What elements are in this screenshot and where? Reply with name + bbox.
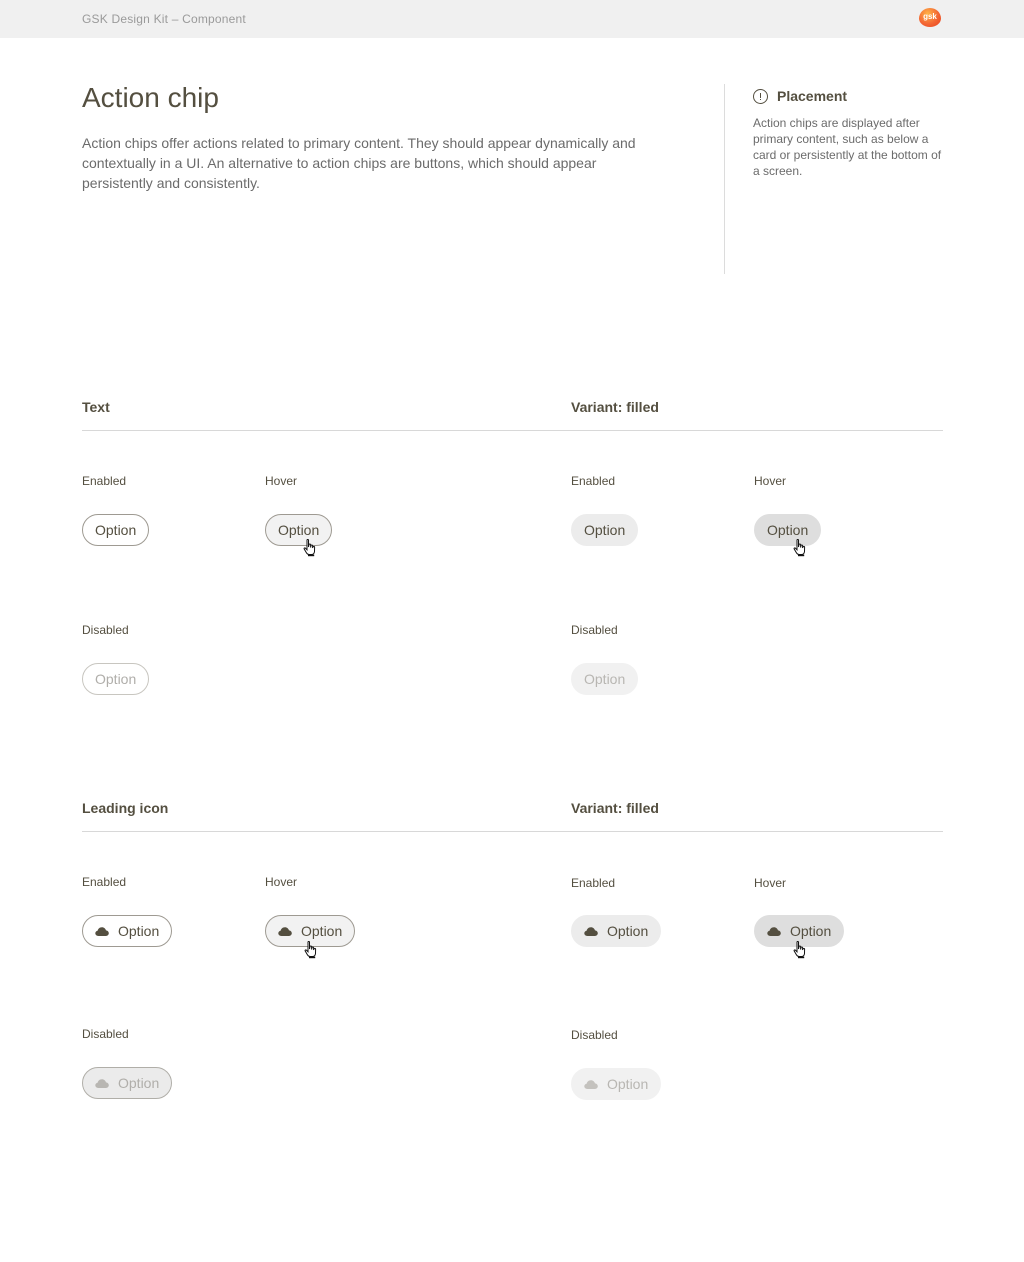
state-label-filled-enabled: Enabled	[571, 876, 616, 890]
section-rule	[82, 831, 943, 832]
breadcrumb: GSK Design Kit – Component	[82, 12, 246, 26]
chip-label: Option	[118, 923, 160, 939]
state-label-filled-disabled: Disabled	[571, 1028, 618, 1042]
chip-label: Option	[118, 1075, 160, 1091]
chip-label: Option	[584, 522, 626, 538]
chip-icon-filled-enabled[interactable]	[571, 915, 661, 947]
cloud-icon	[584, 1080, 598, 1089]
state-label-enabled: Enabled	[82, 474, 127, 488]
chip-icon-outlined-enabled[interactable]	[82, 915, 172, 947]
state-label-disabled: Disabled	[82, 623, 129, 637]
section-heading-text: Text	[82, 399, 110, 415]
cloud-icon	[95, 927, 109, 936]
info-circle-icon	[753, 89, 768, 104]
state-label-disabled: Disabled	[82, 1027, 129, 1041]
hand-cursor-icon	[793, 941, 807, 959]
chip-label: Option	[301, 923, 343, 939]
chip-outlined-disabled	[82, 663, 149, 695]
cloud-icon	[584, 927, 598, 936]
hand-cursor-icon	[304, 941, 318, 959]
chip-outlined-hover[interactable]	[265, 514, 332, 546]
section-heading-variant-filled: Variant: filled	[571, 399, 659, 415]
chip-label: Option	[584, 671, 626, 687]
chip-icon-outlined-disabled	[82, 1067, 172, 1099]
logo-text: gsk	[923, 12, 937, 21]
chip-icon-filled-disabled	[571, 1068, 661, 1100]
state-label-filled-enabled: Enabled	[571, 474, 616, 488]
chip-filled-disabled	[571, 663, 638, 695]
state-label-hover: Hover	[265, 875, 298, 889]
chip-label: Option	[607, 1076, 649, 1092]
state-label-enabled: Enabled	[82, 875, 127, 889]
cloud-icon	[278, 927, 292, 936]
chip-filled-enabled[interactable]	[571, 514, 638, 546]
chip-label: Option	[790, 923, 832, 939]
hand-cursor-icon	[793, 539, 807, 557]
top-bar	[0, 0, 1024, 38]
section-heading-variant-filled: Variant: filled	[571, 800, 659, 816]
section-heading-leading-icon: Leading icon	[82, 800, 169, 816]
chip-label: Option	[767, 522, 809, 538]
state-label-hover: Hover	[265, 474, 298, 488]
cloud-icon	[95, 1079, 109, 1088]
page-title: Action chip	[82, 82, 219, 113]
chip-label: Option	[607, 923, 649, 939]
aside-text: Action chips are displayed after primary content, such as below a card or persistently at the bottom of a screen.	[753, 116, 942, 178]
page-intro: Action chips offer actions related to primary content. They should appear dynamically and contextually in a UI. An alternative to action chips are buttons, which should appear persistently and consistently.	[82, 135, 636, 191]
chip-filled-hover[interactable]	[754, 514, 821, 546]
section-rule	[82, 430, 943, 431]
chip-label: Option	[278, 522, 320, 538]
chip-outlined-enabled[interactable]	[82, 514, 149, 546]
gsk-logo[interactable]	[919, 8, 941, 27]
state-label-filled-disabled: Disabled	[571, 623, 618, 637]
state-label-filled-hover: Hover	[754, 876, 787, 890]
chip-label: Option	[95, 671, 137, 687]
state-label-filled-hover: Hover	[754, 474, 787, 488]
cloud-icon	[767, 927, 781, 936]
aside-title: Placement	[777, 88, 848, 104]
aside-divider	[724, 84, 725, 274]
hand-cursor-icon	[303, 539, 317, 557]
chip-label: Option	[95, 522, 137, 538]
